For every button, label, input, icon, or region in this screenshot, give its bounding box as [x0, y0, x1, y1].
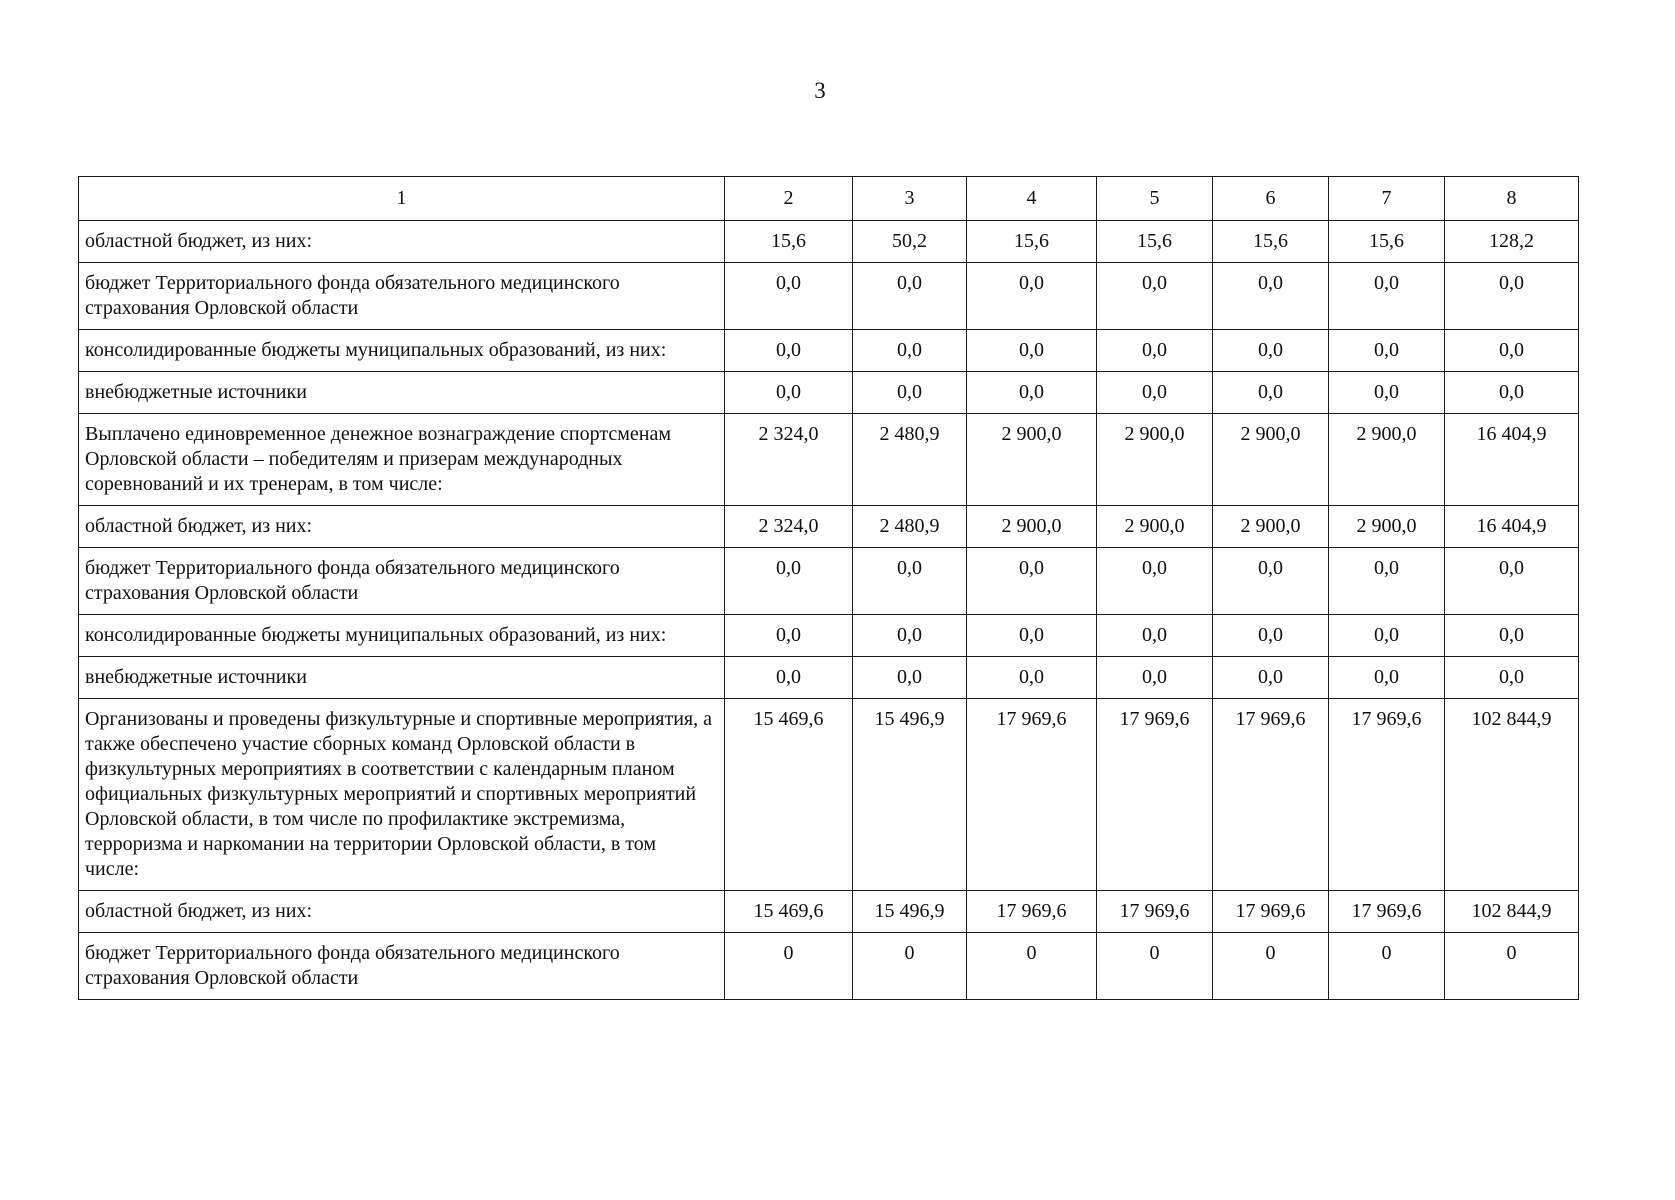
- value-cell: 0,0: [967, 372, 1097, 414]
- table-row: [79, 414, 1579, 506]
- value-cell: 0: [967, 933, 1097, 1000]
- row-label: внебюджетные источники: [79, 372, 725, 414]
- row-label: областной бюджет, из них:: [79, 506, 725, 548]
- table-row: [79, 263, 1579, 330]
- value-cell: 17 969,6: [1213, 699, 1329, 891]
- value-cell: 0,0: [853, 657, 967, 699]
- column-header: 3: [853, 177, 967, 221]
- table-row: [79, 891, 1579, 933]
- value-cell: 0,0: [1213, 548, 1329, 615]
- page-number: 3: [814, 78, 826, 103]
- value-cell: 0,0: [967, 615, 1097, 657]
- value-cell: 0,0: [1097, 372, 1213, 414]
- column-header: 1: [79, 177, 725, 221]
- value-cell: 2 900,0: [1097, 414, 1213, 506]
- value-cell: 2 900,0: [1097, 506, 1213, 548]
- value-cell: 15,6: [1329, 221, 1445, 263]
- value-cell: 0,0: [1329, 372, 1445, 414]
- value-cell: 0,0: [1213, 615, 1329, 657]
- column-header: 2: [725, 177, 853, 221]
- value-cell: 0,0: [967, 548, 1097, 615]
- row-label: бюджет Территориального фонда обязательного медицинского страхования Орловской области: [79, 933, 725, 1000]
- value-cell: 0: [1329, 933, 1445, 1000]
- value-cell: 15,6: [967, 221, 1097, 263]
- value-cell: 0,0: [1097, 657, 1213, 699]
- row-label: консолидированные бюджеты муниципальных образований, из них:: [79, 330, 725, 372]
- value-cell: 16 404,9: [1445, 414, 1579, 506]
- value-cell: 2 900,0: [1329, 414, 1445, 506]
- value-cell: 15,6: [1097, 221, 1213, 263]
- table-row: [79, 372, 1579, 414]
- column-header: 4: [967, 177, 1097, 221]
- value-cell: 17 969,6: [967, 891, 1097, 933]
- budget-table: [78, 176, 1579, 1000]
- value-cell: 0,0: [1445, 372, 1579, 414]
- value-cell: 0,0: [1213, 372, 1329, 414]
- value-cell: 17 969,6: [967, 699, 1097, 891]
- value-cell: 2 900,0: [1329, 506, 1445, 548]
- table-row: [79, 699, 1579, 891]
- value-cell: 0,0: [725, 330, 853, 372]
- value-cell: 16 404,9: [1445, 506, 1579, 548]
- value-cell: 17 969,6: [1213, 891, 1329, 933]
- value-cell: 102 844,9: [1445, 699, 1579, 891]
- value-cell: 0,0: [1445, 657, 1579, 699]
- table-row: [79, 506, 1579, 548]
- value-cell: 15,6: [1213, 221, 1329, 263]
- value-cell: 0,0: [1329, 615, 1445, 657]
- value-cell: 0,0: [853, 548, 967, 615]
- value-cell: 2 324,0: [725, 414, 853, 506]
- value-cell: 0,0: [1213, 330, 1329, 372]
- value-cell: 0,0: [725, 657, 853, 699]
- value-cell: 15 496,9: [853, 891, 967, 933]
- value-cell: 2 900,0: [967, 414, 1097, 506]
- value-cell: 0,0: [725, 263, 853, 330]
- value-cell: 0,0: [1097, 330, 1213, 372]
- table-body: [79, 221, 1579, 1000]
- value-cell: 15,6: [725, 221, 853, 263]
- row-label: консолидированные бюджеты муниципальных образований, из них:: [79, 615, 725, 657]
- value-cell: 0: [1097, 933, 1213, 1000]
- column-header: 5: [1097, 177, 1213, 221]
- value-cell: 0,0: [1329, 657, 1445, 699]
- value-cell: 15 469,6: [725, 699, 853, 891]
- value-cell: 17 969,6: [1329, 699, 1445, 891]
- value-cell: 0,0: [1445, 330, 1579, 372]
- value-cell: 0: [1445, 933, 1579, 1000]
- column-header: 8: [1445, 177, 1579, 221]
- row-label: областной бюджет, из них:: [79, 891, 725, 933]
- value-cell: 0,0: [1329, 263, 1445, 330]
- value-cell: 102 844,9: [1445, 891, 1579, 933]
- value-cell: 0,0: [967, 330, 1097, 372]
- table-header-row: [79, 177, 1579, 221]
- value-cell: 17 969,6: [1329, 891, 1445, 933]
- value-cell: 17 969,6: [1097, 699, 1213, 891]
- row-label: внебюджетные источники: [79, 657, 725, 699]
- table-row: [79, 657, 1579, 699]
- row-label: областной бюджет, из них:: [79, 221, 725, 263]
- value-cell: 0,0: [1445, 263, 1579, 330]
- value-cell: 0,0: [853, 615, 967, 657]
- value-cell: 0,0: [967, 657, 1097, 699]
- value-cell: 2 900,0: [1213, 506, 1329, 548]
- column-header: 6: [1213, 177, 1329, 221]
- value-cell: 2 900,0: [967, 506, 1097, 548]
- table-row: [79, 221, 1579, 263]
- value-cell: 0,0: [1097, 615, 1213, 657]
- column-header: 7: [1329, 177, 1445, 221]
- value-cell: 0,0: [853, 372, 967, 414]
- value-cell: 0: [1213, 933, 1329, 1000]
- table-row: [79, 548, 1579, 615]
- value-cell: 0,0: [1097, 548, 1213, 615]
- row-label: бюджет Территориального фонда обязательного медицинского страхования Орловской области: [79, 263, 725, 330]
- value-cell: 2 480,9: [853, 506, 967, 548]
- value-cell: 128,2: [1445, 221, 1579, 263]
- value-cell: 15 469,6: [725, 891, 853, 933]
- value-cell: 2 900,0: [1213, 414, 1329, 506]
- value-cell: 17 969,6: [1097, 891, 1213, 933]
- value-cell: 0,0: [1213, 263, 1329, 330]
- value-cell: 0,0: [1445, 615, 1579, 657]
- table-row: [79, 330, 1579, 372]
- table-row: [79, 933, 1579, 1000]
- value-cell: 0,0: [1213, 657, 1329, 699]
- value-cell: 0,0: [725, 548, 853, 615]
- table-row: [79, 615, 1579, 657]
- value-cell: 0,0: [853, 330, 967, 372]
- value-cell: 0,0: [725, 372, 853, 414]
- row-label: бюджет Территориального фонда обязательного медицинского страхования Орловской области: [79, 548, 725, 615]
- row-label: Организованы и проведены физкультурные и спортивные мероприятия, а также обеспечено участие сборных команд Орловской области в физкультурных мероприятиях в соответствии с календарным планом официальных физкультурных мероприятий и спортивных мероприятий Орловской области, в том числе по профилактике экстремизма, терроризма и наркомании на территории Орловской области, в том числе:: [79, 699, 725, 891]
- value-cell: 0,0: [853, 263, 967, 330]
- value-cell: 0,0: [967, 263, 1097, 330]
- value-cell: 0,0: [1329, 330, 1445, 372]
- value-cell: 0,0: [1445, 548, 1579, 615]
- value-cell: 0: [853, 933, 967, 1000]
- row-label: Выплачено единовременное денежное вознаграждение спортсменам Орловской области – победителям и призерам международных соревнований и их тренерам, в том числе:: [79, 414, 725, 506]
- value-cell: 2 480,9: [853, 414, 967, 506]
- value-cell: 50,2: [853, 221, 967, 263]
- value-cell: 0,0: [1097, 263, 1213, 330]
- value-cell: 15 496,9: [853, 699, 967, 891]
- value-cell: 0: [725, 933, 853, 1000]
- value-cell: 0,0: [725, 615, 853, 657]
- value-cell: 2 324,0: [725, 506, 853, 548]
- value-cell: 0,0: [1329, 548, 1445, 615]
